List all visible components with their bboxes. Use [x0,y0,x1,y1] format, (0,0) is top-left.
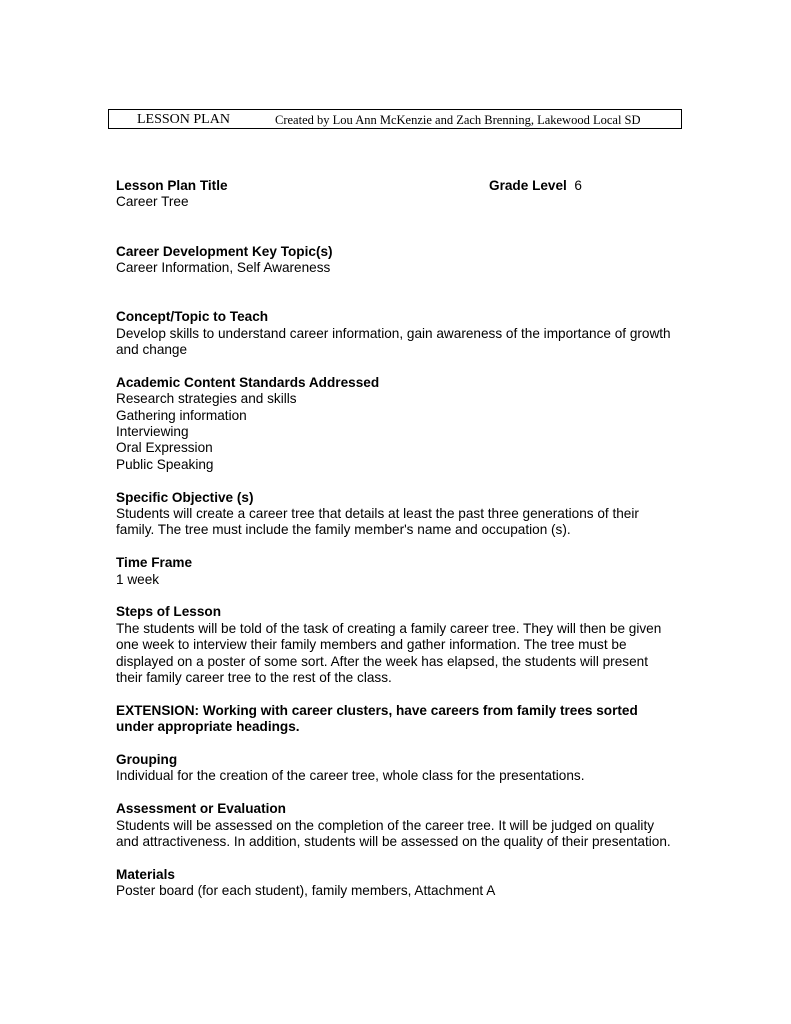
key-topics-value: Career Information, Self Awareness [116,260,331,275]
materials-section [116,867,676,900]
standards-item: Gathering information [116,407,247,423]
objective-heading: Specific Objective (s) [116,489,254,505]
grade-level-heading: Grade Level [489,178,567,193]
key-topics-section [116,244,676,277]
document-header [108,109,682,129]
grade-level-value: 6 [574,178,582,193]
materials-text: Poster board (for each student), family members, Attachment A [116,883,496,899]
standards-section [116,375,676,473]
grouping-heading: Grouping [116,752,178,768]
standards-item: Oral Expression [116,440,213,456]
assessment-text: Students will be assessed on the completion of the career tree. It will be judged on quality and attractiveness. In addition, students will be assessed on the quality of their presentation. [116,817,671,850]
time-frame-section [116,555,676,588]
steps-text: The students will be told of the task of creating a family career tree. They will then be given one week to interview their family members and gather information. The tree must be displayed on a poster of some sort. After the week has elapsed, the students will present their family career tree to the rest of the class. [116,620,662,686]
lesson-plan-body [116,178,676,916]
assessment-heading: Assessment or Evaluation [116,801,286,817]
steps-section [116,604,676,686]
title-grade-row [116,178,676,194]
header-credit: Created by Lou Ann McKenzie and Zach Brenning, Lakewood Local SD [275,113,641,127]
concept-heading: Concept/Topic to Teach [116,309,269,325]
standards-item: Public Speaking [116,456,214,472]
standards-heading: Academic Content Standards Addressed [116,374,380,390]
extension-text: EXTENSION: Working with career clusters, have careers from family trees sorted under appropriate headings. [116,702,638,735]
key-topics-heading: Career Development Key Topic(s) [116,243,333,259]
grade-level [489,178,582,194]
grouping-section [116,752,676,785]
steps-heading: Steps of Lesson [116,604,221,620]
assessment-section [116,801,676,850]
time-frame-value: 1 week [116,571,160,587]
concept-text: Develop skills to understand career information, gain awareness of the importance of growth and change [116,325,671,358]
standards-item: Interviewing [116,424,189,440]
concept-section [116,309,676,358]
materials-heading: Materials [116,866,175,882]
objective-text: Students will create a career tree that details at least the past three generations of their family. The tree must include the family member's name and occupation (s). [116,506,639,538]
lesson-title-section [116,178,676,211]
time-frame-heading: Time Frame [116,555,193,571]
header-label: LESSON PLAN [137,112,230,127]
objective-section [116,490,676,539]
grouping-text: Individual for the creation of the career tree, whole class for the presentations. [116,768,585,784]
extension-section [116,703,676,736]
standards-item: Research strategies and skills [116,391,297,407]
lesson-title-heading: Lesson Plan Title [116,178,228,193]
lesson-title-value: Career Tree [116,194,189,210]
